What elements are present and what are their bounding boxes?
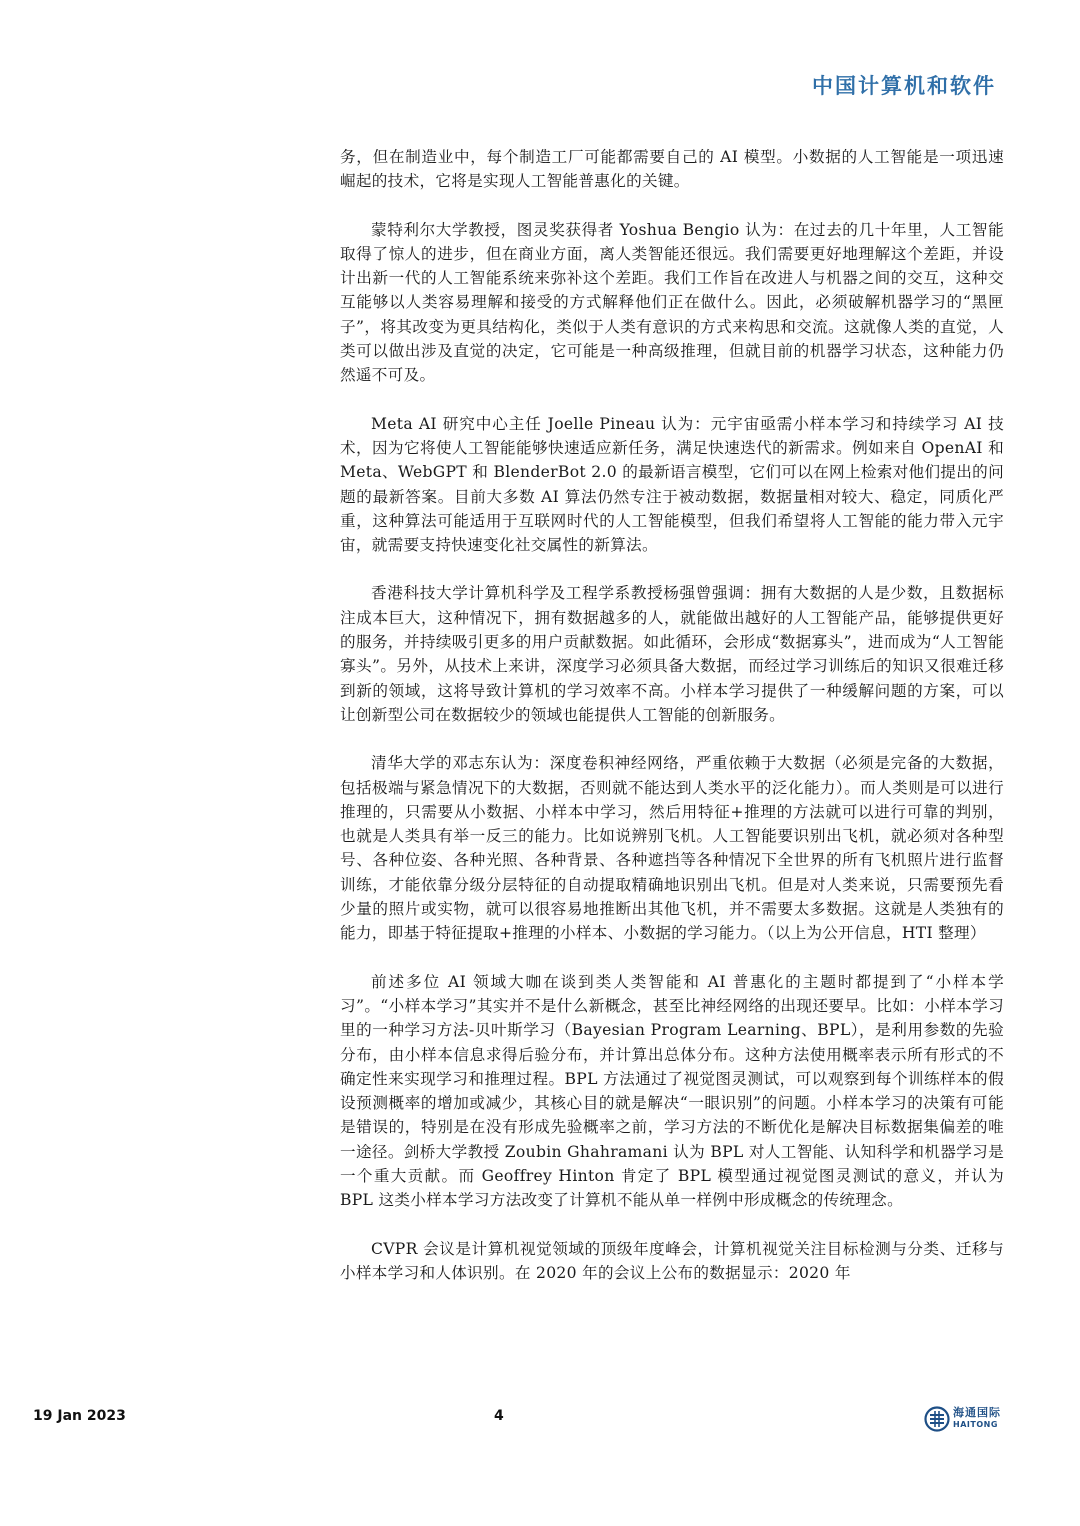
paragraph-2: 蒙特利尔大学教授，图灵奖获得者 Yoshua Bengio 认为：在过去的几十年里，人工智能取得了惊人的进步，但在商业方面，离人类智能还很远。我们需要更好地理解这个差距，并设计出新一代的人工智能系统来弥补这个差距。我们工作旨在改进人与机器之间的交互，这种交互能够以人类容易理解和接受的方式解释他们正在做什么。因此，必须破解机器学习的“黑匣子”，将其改变为更具结构化，类似于人类有意识的方式来构思和交流。这就像人类的直觉，人类可以做出涉及直觉的决定，它可能是一种高级推理，但就目前的机器学习状态，这种能力仍然遥不可及。 (340, 220, 1004, 385)
body-text (340, 145, 1004, 1309)
footer-date: 19 Jan 2023 (33, 1408, 126, 1424)
logo-text-cn: 海通国际 (953, 1406, 1001, 1419)
page-number: 4 (494, 1408, 504, 1424)
paragraph-6: 前述多位 AI 领域大咖在谈到类人类智能和 AI 普惠化的主题时都提到了“小样本学习”。“小样本学习”其实并不是什么新概念，甚至比神经网络的出现还要早。比如：小样本学习里的一种学习方法-贝叶斯学习（Bayesian Program Learning、BPL），是利用参数的先验分布，由小样本信息求得后验分布，并计算出总体分布。这种方法使用概率表示所有形式的不确定性来实现学习和推理过程。BPL 方法通过了视觉图灵测试，可以观察到每个训练样本的假设预测概率的增加或减少，其核心目的就是解决“一眼识别”的问题。小样本学习的决策有可能是错误的，特别是在没有形成先验概率之前，学习方法的不断优化是解决目标数据集偏差的唯一途径。剑桥大学教授 Zoubin Ghahramani 认为 BPL 对人工智能、认知科学和机器学习是一个重大贡献。而 Geoffrey Hinton 肯定了 BPL 模型通过视觉图灵测试的意义，并认为 BPL 这类小样本学习方法改变了计算机不能从单一样例中形成概念的传统理念。 (340, 972, 1004, 1210)
haitong-logo-icon (924, 1406, 950, 1432)
paragraph-4: 香港科技大学计算机科学及工程学系教授杨强曾强调：拥有大数据的人是少数，且数据标注成本巨大，这种情况下，拥有数据越多的人，就能做出越好的人工智能产品，能够提供更好的服务，并持续吸引更多的用户贡献数据。如此循环，会形成“数据寡头”，进而成为“人工智能寡头”。另外，从技术上来讲，深度学习必须具备大数据，而经过学习训练后的知识又很难迁移到新的领域，这将导致计算机的学习效率不高。小样本学习提供了一种缓解问题的方案，可以让创新型公司在数据较少的领域也能提供人工智能的创新服务。 (340, 584, 1004, 724)
page-footer (0, 1400, 1080, 1440)
paragraph-5: 清华大学的邓志东认为：深度卷积神经网络，严重依赖于大数据（必须是完备的大数据，包括极端与紧急情况下的大数据，否则就不能达到人类水平的泛化能力）。而人类则是可以进行推理的，只需要从小数据、小样本中学习，然后用特征+推理的方法就可以进行可靠的判别，也就是人类具有举一反三的能力。比如说辨别飞机。人工智能要识别出飞机，就必须对各种型号、各种位姿、各种光照、各种背景、各种遮挡等各种情况下全世界的所有飞机照片进行监督训练，才能依靠分级分层特征的自动提取精确地识别出飞机。但是对人类来说，只需要预先看少量的照片或实物，就可以很容易地推断出其他飞机，并不需要太多数据。这就是人类独有的能力，即基于特征提取+推理的小样本、小数据的学习能力。（以上为公开信息，HTI 整理） (340, 754, 1004, 943)
logo-text-en: HAITONG (953, 1420, 998, 1429)
haitong-logo (924, 1402, 1001, 1436)
page-header-title: 中国计算机和软件 (812, 74, 996, 98)
paragraph-3: Meta AI 研究中心主任 Joelle Pineau 认为：元宇宙亟需小样本学习和持续学习 AI 技术，因为它将使人工智能能够快速适应新任务，满足快速迭代的新需求。例如来自 OpenAI 和 Meta、WebGPT 和 BlenderBot 2.0 的最新语言模型，它们可以在网上检索对他们提出的问题的最新答案。目前大多数 AI 算法仍然专注于被动数据，数据量相对较大、稳定，同质化严重，这种算法可能适用于互联网时代的人工智能模型，但我们希望将人工智能的能力带入元宇宙，就需要支持快速变化社交属性的新算法。 (340, 414, 1004, 555)
paragraph-7: CVPR 会议是计算机视觉领域的顶级年度峰会，计算机视觉关注目标检测与分类、迁移与小样本学习和人体识别。在 2020 年的会议上公布的数据显示：2020 年 (340, 1239, 1004, 1282)
paragraph-1: 务，但在制造业中，每个制造工厂可能都需要自己的 AI 模型。小数据的人工智能是一项迅速崛起的技术，它将是实现人工智能普惠化的关键。 (340, 148, 1004, 191)
